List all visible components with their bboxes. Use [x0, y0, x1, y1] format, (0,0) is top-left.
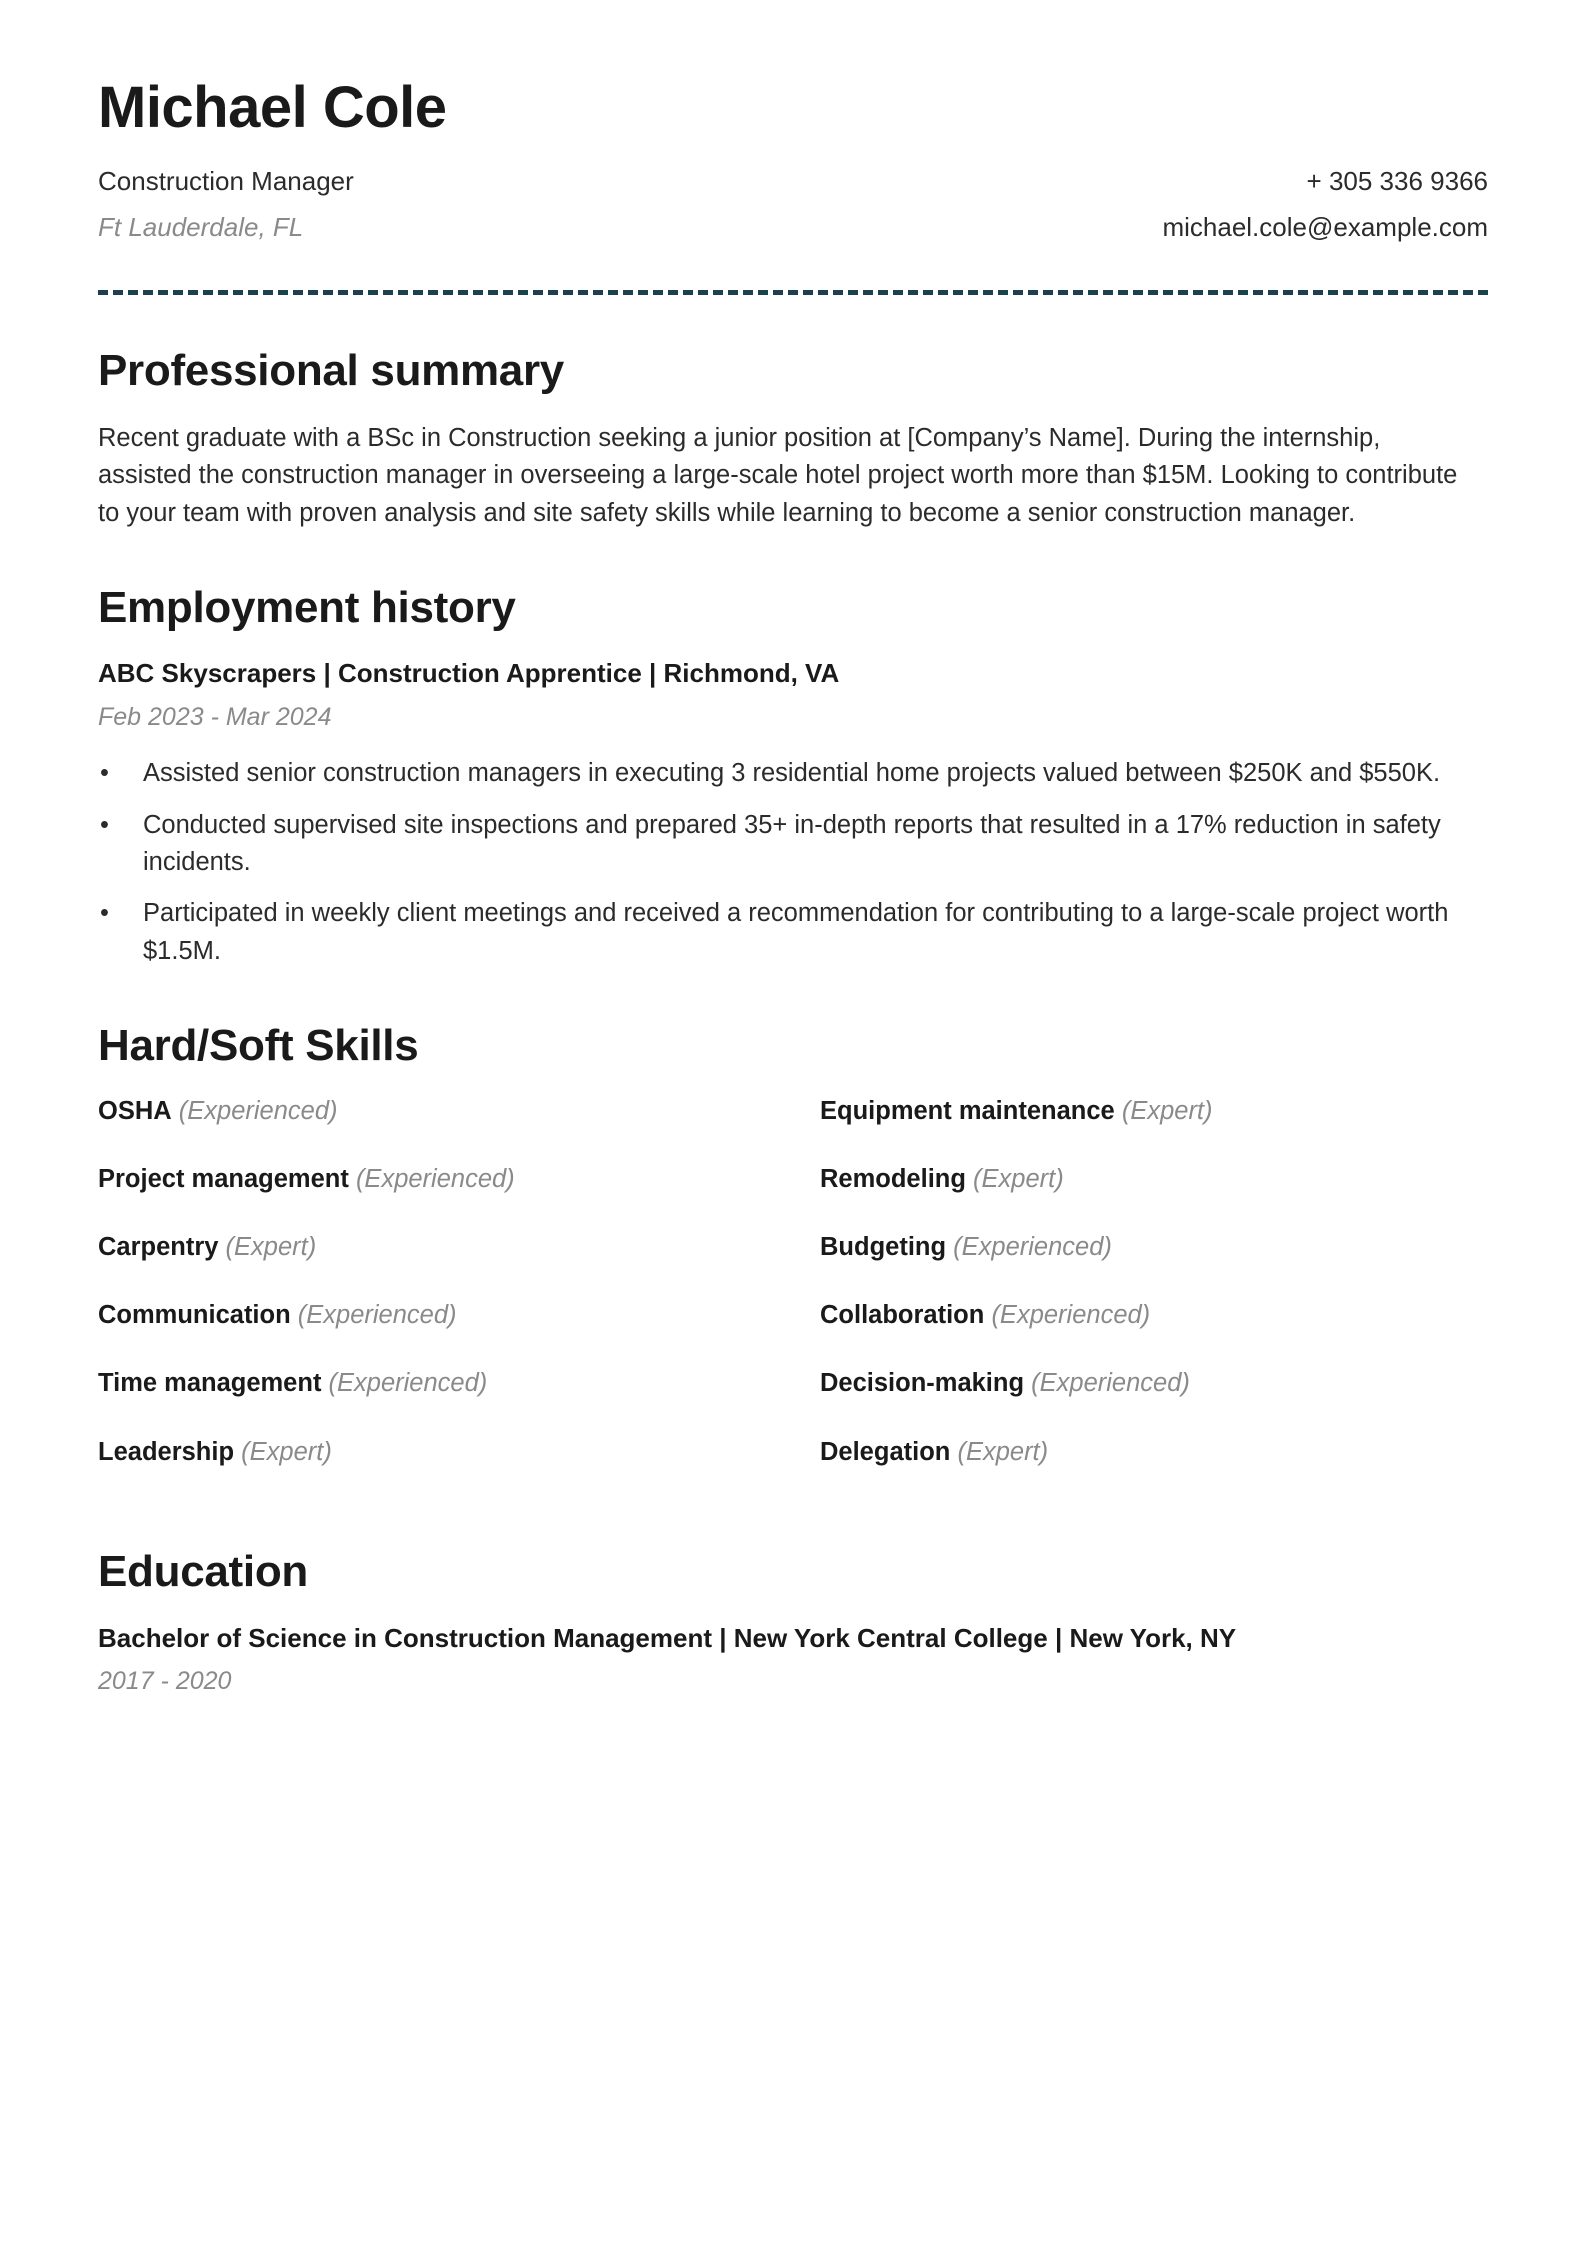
skill-item [820, 1231, 1488, 1299]
skill-name: Time management [98, 1369, 322, 1398]
skill-item [98, 1231, 820, 1299]
skill-name: Budgeting [820, 1233, 947, 1262]
section-heading-summary: Professional summary [98, 346, 564, 396]
list-item [98, 895, 1488, 970]
skill-name: Collaboration [820, 1301, 985, 1330]
skill-level: (Experienced) [328, 1369, 488, 1398]
skill-item [820, 1436, 1488, 1504]
summary-paragraph: Recent graduate with a BSc in Construction seeking a junior position at [Company’s Name]. During the internship, assisted the construction manager in overseeing a large-scale hotel project worth more than $15M. Looking to contribute to your team with proven analysis and site safety skills while learning to become a senior construction manager. [98, 423, 1458, 527]
employment-entry-title: ABC Skyscrapers | Construction Apprentice | Richmond, VA [98, 657, 840, 688]
skill-level: (Expert) [241, 1437, 332, 1466]
job-title-subtitle: Construction Manager [98, 165, 354, 196]
education-entry-title: Bachelor of Science in Construction Management | New York Central College | New York, NY [98, 1623, 1237, 1654]
skill-level: (Experienced) [953, 1233, 1112, 1262]
education-entry-dates: 2017 - 2020 [98, 1666, 232, 1695]
list-item [98, 807, 1488, 882]
skill-level: (Expert) [1121, 1096, 1213, 1125]
section-heading-education: Education [98, 1546, 308, 1596]
contact-row-primary [98, 165, 1488, 199]
phone-number[interactable]: + 305 336 9366 [1306, 165, 1488, 196]
email-address[interactable]: michael.cole@example.com [1162, 211, 1488, 242]
bullet-icon: • [100, 899, 109, 928]
bullet-icon: • [100, 759, 109, 788]
section-education [98, 1548, 1488, 1698]
employment-entry-dates: Feb 2023 - Mar 2024 [98, 702, 332, 731]
skill-name: Delegation [820, 1437, 951, 1466]
employment-entry [98, 657, 1488, 971]
skill-level: (Expert) [225, 1233, 317, 1262]
section-employment-history [98, 584, 1488, 970]
resume-header [98, 75, 1488, 295]
skill-level: (Experienced) [991, 1301, 1151, 1330]
skill-name: Equipment maintenance [820, 1096, 1115, 1125]
employment-bullet-list [98, 755, 1488, 970]
skill-name: Carpentry [98, 1233, 219, 1262]
skill-name: Leadership [98, 1437, 235, 1466]
page-title: Michael Cole [98, 75, 447, 140]
skill-name: Remodeling [820, 1164, 966, 1193]
section-skills [98, 1022, 1488, 1503]
skill-item [98, 1367, 820, 1435]
skill-item [98, 1299, 820, 1367]
header-divider [98, 290, 1488, 295]
skill-item [820, 1367, 1488, 1435]
skill-name: OSHA [98, 1096, 172, 1125]
skill-item [820, 1299, 1488, 1367]
skill-level: (Experienced) [355, 1164, 515, 1193]
skill-level: (Experienced) [178, 1096, 338, 1125]
skill-name: Decision-making [820, 1369, 1025, 1398]
bullet-icon: • [100, 810, 109, 839]
section-professional-summary [98, 347, 1488, 532]
skill-level: (Expert) [973, 1164, 1064, 1193]
bullet-text: Conducted supervised site inspections and prepared 35+ in-depth reports that resulted in a 17% reduction in safety incidents. [143, 810, 1441, 876]
skill-level: (Expert) [957, 1437, 1049, 1466]
skill-item [820, 1163, 1488, 1231]
location-text: Ft Lauderdale, FL [98, 211, 304, 242]
education-entry [98, 1620, 1488, 1697]
skill-item [820, 1095, 1488, 1163]
skill-item [98, 1095, 820, 1163]
bullet-text: Participated in weekly client meetings and received a recommendation for contributing to a large-scale project worth $1.5M. [143, 899, 1449, 965]
skill-item [98, 1163, 820, 1231]
section-heading-skills: Hard/Soft Skills [98, 1021, 419, 1071]
contact-row-secondary [98, 211, 1488, 245]
list-item [98, 755, 1488, 792]
skill-level: (Experienced) [297, 1301, 457, 1330]
skill-level: (Experienced) [1031, 1369, 1190, 1398]
skill-name: Communication [98, 1301, 291, 1330]
bullet-text: Assisted senior construction managers in executing 3 residential home projects valued between $250K and $550K. [143, 759, 1441, 788]
section-heading-employment: Employment history [98, 583, 516, 633]
skill-name: Project management [98, 1164, 349, 1193]
skill-item [98, 1436, 820, 1504]
skills-grid [98, 1095, 1488, 1504]
